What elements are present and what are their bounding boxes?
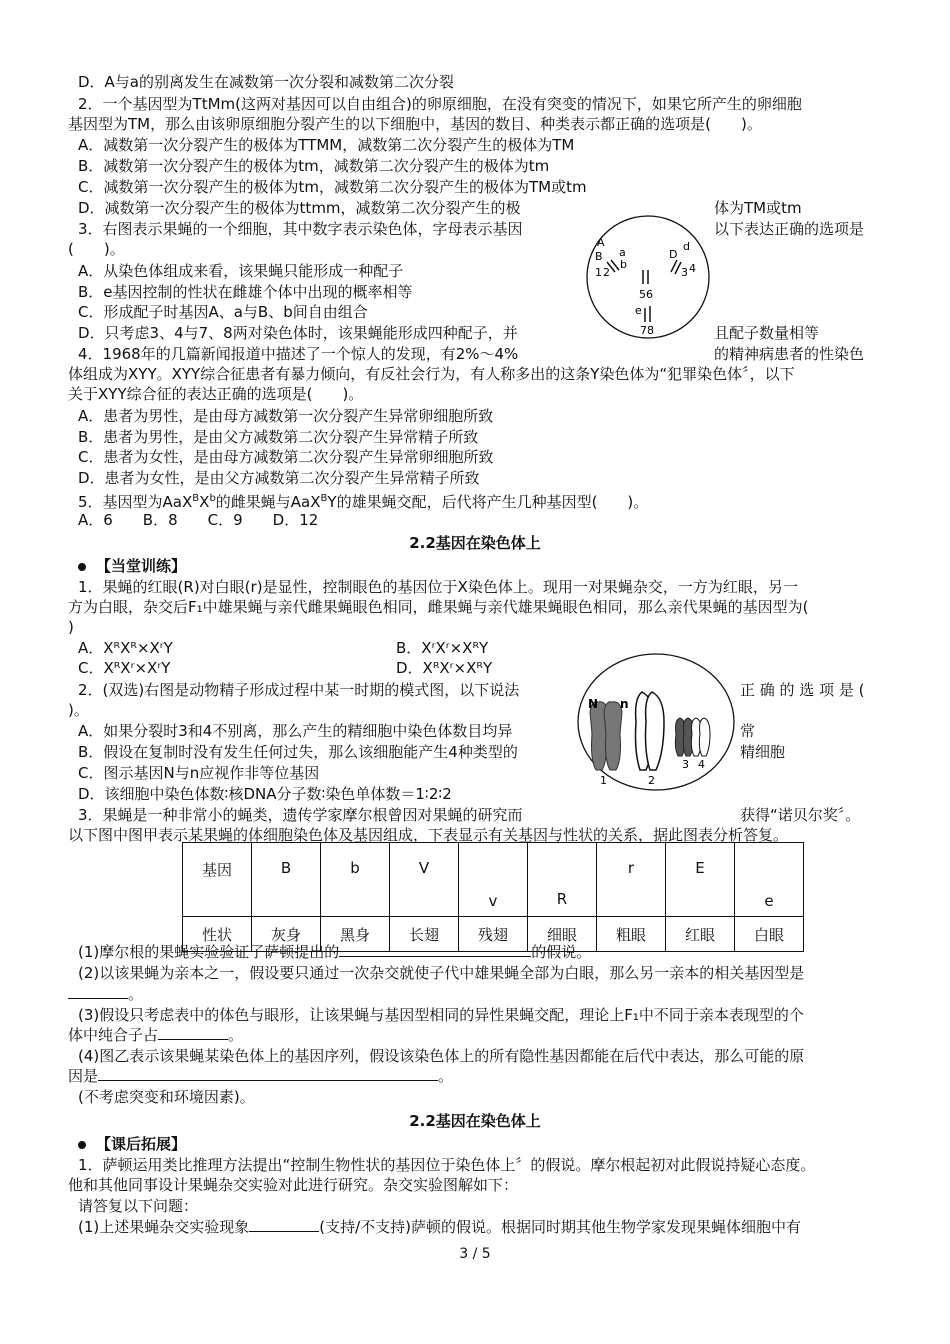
q4-stem-cont: 体组成为XYY。XYY综合征患者有暴力倾向，有反社会行为，有人称多出的这条Y染色体为“犯罪染色体〞，以下: [68, 365, 795, 383]
p2-paren: )。: [68, 701, 89, 719]
chromosome-4-label: 4: [689, 262, 696, 275]
q1-option-d: D．A与a的别离发生在减数第一次分裂和减数第二次分裂: [78, 73, 455, 91]
q4-option-c: C．患者为女性，是由母方减数第二次分裂产生异常卵细胞所致: [78, 448, 494, 466]
p3-q2-answer: 。: [68, 984, 143, 1004]
p3-stem: 3．果蝇是一种非常小的蝇类，遗传学家摩尔根曾因对果蝇的研究而: [78, 806, 523, 824]
table-cell: v: [459, 843, 528, 917]
q3-paren: ( )。: [68, 240, 125, 258]
q2-option-d: D．减数第一次分裂产生的极体为ttmm，减数第二次分裂产生的极: [78, 199, 521, 217]
bullet-icon: [78, 1141, 86, 1149]
p2-stem: 2．(双选)右图是动物精子形成过程中某一时期的模式图，以下说法: [78, 681, 520, 699]
chromosome-1-label: 1: [595, 266, 602, 279]
q3-option-a: A．从染色体组成来看，该果蝇只能形成一种配子: [78, 262, 404, 280]
table-cell: 灰身: [252, 917, 321, 952]
p3-stem-end: 获得“诺贝尔奖〞。: [740, 806, 861, 824]
p1-stem-cont: 方为白眼，杂交后F₁中雄果蝇与亲代雌果蝇眼色相同，雌果蝇与亲代雄果蝇眼色相同，那么亲代果蝇的基因型为(: [68, 598, 809, 616]
q3-option-c: C．形成配子时基因A、a与B、b间自由组合: [78, 303, 368, 321]
gene-b-label: b: [620, 258, 627, 271]
q4-stem-cont2: 关于XYY综合征的表达正确的选项是( )。: [68, 385, 364, 403]
gene-e-label: e: [635, 304, 642, 317]
page-number: 3 / 5: [459, 1246, 491, 1262]
table-cell: 性状: [183, 917, 252, 952]
p3-q4: (4)图乙表示该果蝇某染色体上的基因序列，假设该染色体上的所有隐性基因都能在后代中表达，那么可能的原: [78, 1047, 805, 1065]
bullet-icon: [78, 563, 86, 571]
gene-d-label: d: [683, 240, 690, 253]
table-cell: r: [597, 843, 666, 917]
table-cell: E: [666, 843, 735, 917]
fig2-chromosome-1-label: 1: [600, 774, 607, 787]
fig2-chromosome-4-label: 4: [698, 758, 705, 771]
answer-blank[interactable]: [68, 984, 128, 999]
table-cell: R: [528, 843, 597, 917]
q4-option-a: A．患者为男性，是由母方减数第一次分裂产生异常卵细胞所致: [78, 407, 494, 425]
table-cell: 黑身: [321, 917, 390, 952]
table-cell: 白眼: [735, 917, 804, 952]
table-cell: 基因: [183, 843, 252, 917]
gene-a-label: a: [619, 246, 626, 259]
q5-options: A．6 B．8 C．9 D．12: [78, 511, 319, 529]
fig2-chromosome-3-label: 3: [682, 758, 689, 771]
p1-option-b: B．XʳXʳ×XᴿY: [396, 639, 489, 657]
q4-stem-end: 的精神病患者的性染色: [714, 345, 865, 363]
q3-option-b: B．e基因控制的性状在雌雄个体中出现的概率相等: [78, 283, 413, 301]
answer-blank[interactable]: [249, 1217, 319, 1232]
gene-N-label: N: [588, 697, 599, 711]
gene-D-label: D: [669, 248, 678, 261]
fruit-fly-cell-figure: [585, 214, 711, 340]
table-cell: V: [390, 843, 459, 917]
p3-q3-cont: 体中纯合子占 。: [68, 1026, 244, 1044]
gene-trait-table: [182, 842, 804, 952]
p2-option-d: D．该细胞中染色体数∶核DNA分子数∶染色单体数＝1∶2∶2: [78, 785, 452, 803]
table-cell: e: [735, 843, 804, 917]
fig2-chromosome-2-label: 2: [648, 774, 655, 787]
gene-A-label: A: [597, 236, 605, 249]
q2-stem-cont: 基因型为TM，那么由该卵原细胞分裂产生的以下细胞中，基因的数目、种类表示都正确的选项是( )。: [68, 115, 762, 133]
chromosome-56-label: 56: [639, 288, 653, 301]
e1-stem: 1．萨顿运用类比推理方法提出“控制生物性状的基因位于染色体上〞的假说。摩尔根起初对此假说持疑心态度。: [78, 1156, 816, 1174]
chromosome-3-label: 3: [681, 266, 688, 279]
chromosome-2-label: 2: [603, 266, 610, 279]
p3-q3: (3)假设只考虑表中的体色与眼形，让该果蝇与基因型相同的异性果蝇交配，理论上F₁中不同于亲本表现型的个: [78, 1006, 804, 1024]
p2-option-c: C．图示基因N与n应视作非等位基因: [78, 764, 320, 782]
q3-stem: 3．右图表示果蝇的一个细胞，其中数字表示染色体，字母表示基因: [78, 220, 523, 238]
p2-stem-end: 正 确 的 选 项 是 (: [740, 681, 865, 699]
q4-stem: 4．1968年的几篇新闻报道中描述了一个惊人的发现，有2%～4%: [78, 345, 519, 363]
section-heading-practice: 【当堂训练】: [78, 555, 186, 576]
e1-q1: (1)上述果蝇杂交实验现象 (支持/不支持)萨顿的假说。根据同时期其他生物学家发现果蝇体细胞中有: [78, 1218, 802, 1236]
q2-option-d-end: 体为TM或tm: [714, 199, 802, 217]
table-cell: 红眼: [666, 917, 735, 952]
p3-q1: (1)摩尔根的果蝇实验验证了萨顿提出的 的假说。: [78, 943, 592, 961]
table-cell: 粗眼: [597, 917, 666, 952]
table-row-genes: [183, 843, 804, 917]
table-cell: B: [252, 843, 321, 917]
e1-stem-cont: 他和其他同事设计果蝇杂交实验对此进行研究。杂交实验图解如下：: [68, 1176, 519, 1194]
p1-option-a: A．XᴿXᴿ×XʳY: [78, 639, 173, 657]
q3-option-d-end: 且配子数量相等: [714, 324, 820, 342]
q2-option-a: A．减数第一次分裂产生的极体为TTMM，减数第二次分裂产生的极体为TM: [78, 136, 575, 154]
p2-option-b: B．假设在复制时没有发生任何过失，那么该细胞能产生4种类型的: [78, 743, 518, 761]
p3-q4-cont: 因是 。: [68, 1067, 454, 1085]
section-heading-extension: 【课后拓展】: [78, 1133, 186, 1154]
q4-option-b: B．患者为男性，是由父方减数第二次分裂产生异常精子所致: [78, 428, 479, 446]
table-cell: 长翅: [390, 917, 459, 952]
q2-option-b: B．减数第一次分裂产生的极体为tm，减数第二次分裂产生的极体为tm: [78, 157, 550, 175]
p3-stem-cont: 以下图中图甲表示某果蝇的体细胞染色体及基因组成，下表显示有关基因与性状的关系，据此图表分析答复。: [68, 826, 789, 844]
answer-blank[interactable]: [98, 1066, 438, 1081]
q3-stem-end: 以下表达正确的选项是: [714, 220, 865, 238]
p2-option-a: A．如果分裂时3和4不别离，那么产生的精细胞中染色体数目均异: [78, 722, 513, 740]
p3-q2: (2)以该果蝇为亲本之一，假设要只通过一次杂交就使子代中雄果蝇全部为白眼，那么另一亲本的相关基因型是: [78, 964, 805, 982]
answer-blank[interactable]: [339, 942, 531, 957]
p3-q5: (不考虑突变和环境因素)。: [78, 1088, 255, 1106]
p1-option-c: C．XᴿXʳ×XʳY: [78, 659, 171, 677]
q4-option-d: D．患者为女性，是由父方减数第二次分裂产生异常精子所致: [78, 469, 480, 487]
answer-blank[interactable]: [158, 1025, 228, 1040]
gene-B-label: B: [595, 250, 603, 263]
sperm-cell-figure: [576, 652, 736, 792]
table-cell: 细眼: [528, 917, 597, 952]
chromosome-78-label: 78: [640, 324, 654, 337]
p1-stem: 1．果蝇的红眼(R)对白眼(r)是显性，控制眼色的基因位于X染色体上。现用一对果蝇杂交，一方为红眼，另一: [78, 578, 798, 596]
q2-option-c: C．减数第一次分裂产生的极体为tm，减数第二次分裂产生的极体为TM或tm: [78, 178, 587, 196]
section-title-2: 2.2基因在染色体上: [409, 1112, 541, 1130]
table-cell: b: [321, 843, 390, 917]
table-cell: 残翅: [459, 917, 528, 952]
p2-option-b-end: 精细胞: [740, 743, 786, 761]
section-title-1: 2.2基因在染色体上: [409, 534, 541, 552]
gene-n-label: n: [620, 697, 629, 711]
e1-prompt: 请答复以下问题：: [78, 1197, 199, 1215]
p1-stem-cont2: ): [68, 618, 74, 636]
q5-stem: 5．基因型为$AaX^BX^b$的雌果蝇与AaX$^B$Y的雄果蝇交配，后代将产生几种基因型( )。: [78, 493, 649, 511]
q2-stem: 2．一个基因型为TtMm(这两对基因可以自由组合)的卵原细胞，在没有突变的情况下，如果它所产生的卵细胞: [78, 95, 802, 113]
p1-option-d: D．XᴿXʳ×XᴿY: [396, 659, 493, 677]
p2-option-a-end: 常: [740, 722, 756, 740]
q3-option-d: D．只考虑3、4与7、8两对染色体时，该果蝇能形成四种配子，并: [78, 324, 518, 342]
